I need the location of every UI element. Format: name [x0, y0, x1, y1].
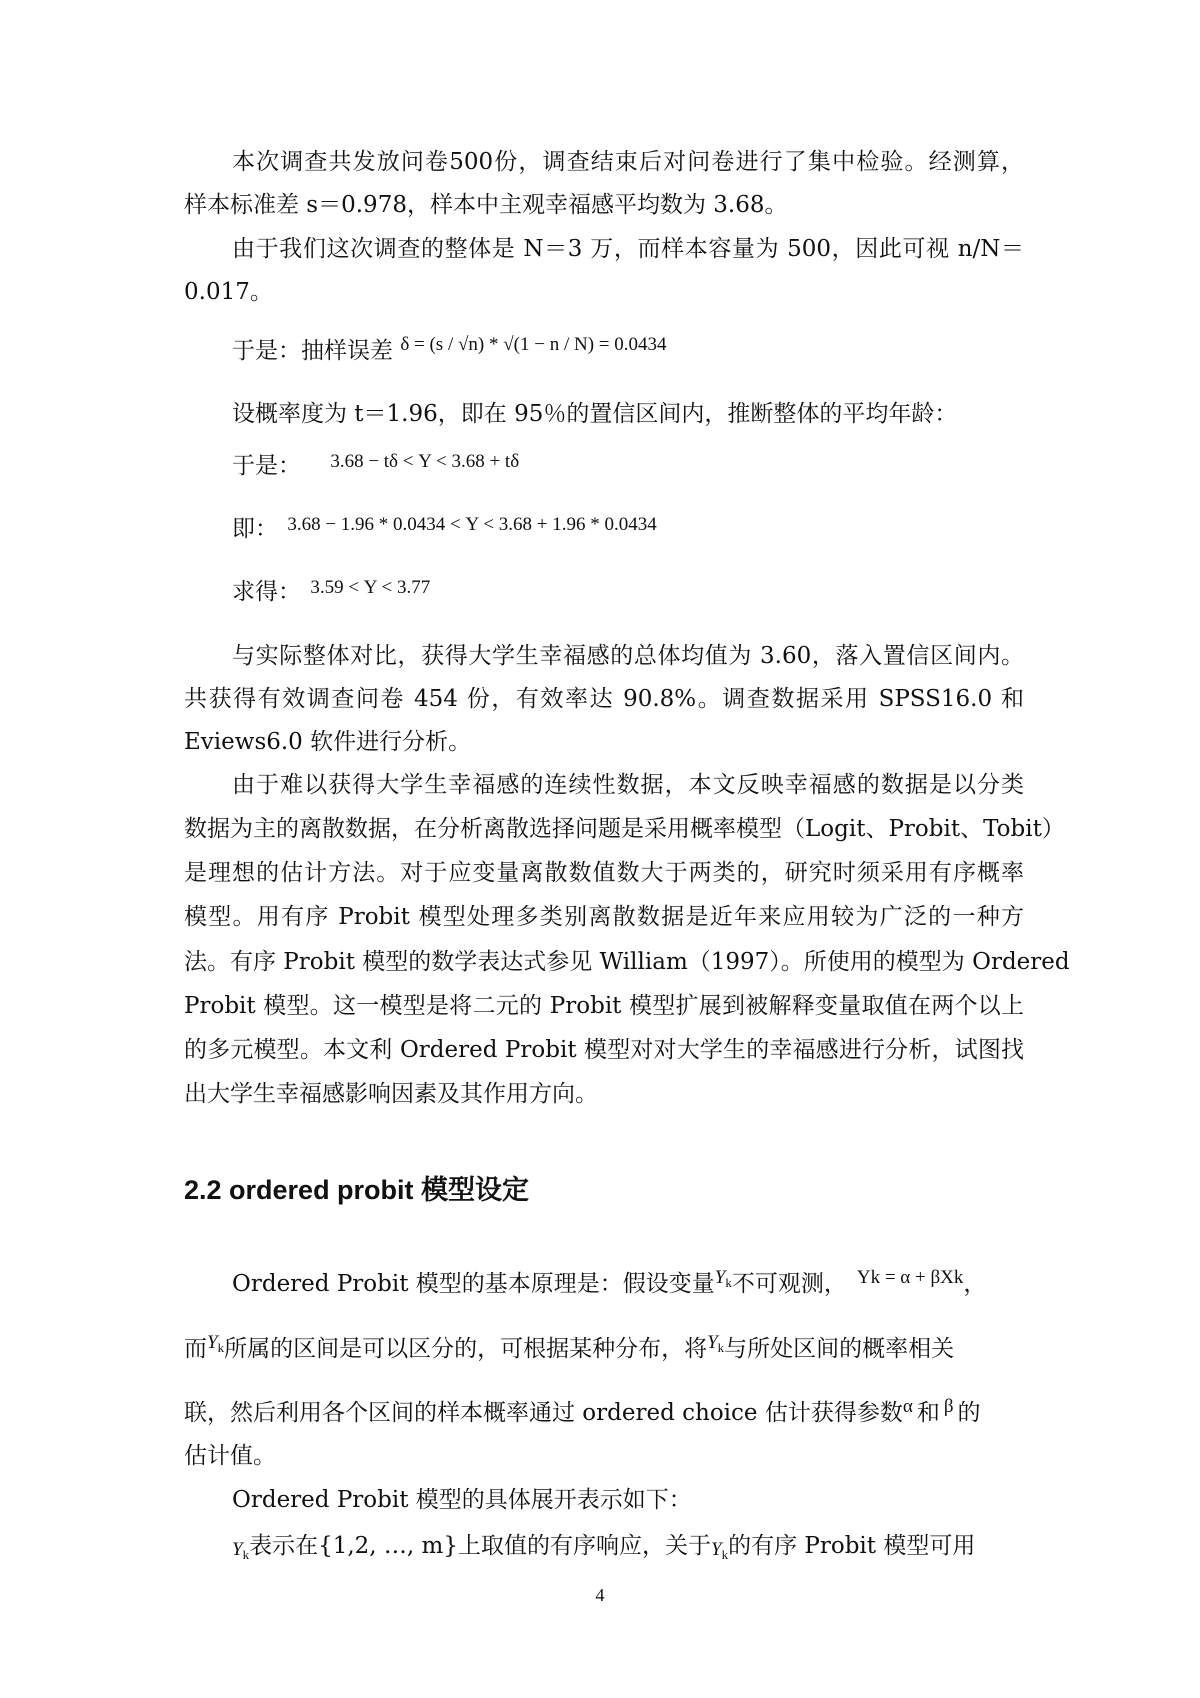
interval-formula: 3.59 < Y < 3.77 [310, 577, 431, 598]
model-principle-line [184, 1333, 1024, 1372]
paragraph-line: 数据为主的离散数据，在分析离散选择问题是采用概率模型（Logit、Probit、Tobit） [184, 816, 1065, 842]
paragraph-line: 模型。用有序 Probit 模型处理多类别离散数据是近年来应用较为广泛的一种方 [184, 904, 1024, 930]
section-heading: 2.2 ordered probit 模型设定 [184, 1175, 530, 1205]
symbol-beta: β [943, 1396, 954, 1417]
paragraph-line: 与实际整体对比，获得大学生幸福感的总体均值为 3.60，落入置信区间内。 [232, 643, 1024, 669]
interval-line [232, 576, 1024, 610]
line-text: Ordered Probit 模型的基本原理是：假设变量 [232, 1271, 715, 1297]
paragraph-line: 法。有序 Probit 模型的数学表达式参见 William（1997）。所使用的模型为 Ordered [184, 949, 1070, 975]
paragraph-line: 估计值。 [184, 1443, 276, 1469]
line-text: 表示在{1,2, …, m}上取值的有序响应，关于 [249, 1533, 711, 1559]
paragraph-line: 本次调查共发放问卷500份，调查结束后对问卷进行了集中检验。经测算， [232, 149, 1024, 175]
line-text: 而 [184, 1336, 207, 1362]
symbol-yk [207, 1332, 224, 1353]
symbol-subscript: k [242, 1547, 250, 1562]
line-prefix: 于是：抽样误差 [232, 338, 393, 364]
symbol-y: Y [207, 1332, 218, 1353]
interval-line [232, 450, 1024, 484]
line-text: 的 [957, 1400, 981, 1426]
symbol-subscript: k [717, 1340, 725, 1355]
latent-model-formula: Yk = α + βXk [856, 1267, 964, 1288]
symbol-y: Y [710, 1539, 722, 1560]
line-text: 所属的区间是可以区分的，可根据某种分布，将 [224, 1336, 708, 1362]
paragraph-line: 由于我们这次调查的整体是 N＝3 万，而样本容量为 500，因此可视 n/N＝ [232, 236, 1024, 262]
symbol-subscript: k [721, 1547, 729, 1562]
symbol-yk [232, 1539, 249, 1560]
paragraph-line: Probit 模型。这一模型是将二元的 Probit 模型扩展到被解释变量取值在两个以上 [184, 993, 1024, 1019]
paragraph-line: Eviews6.0 软件进行分析。 [184, 729, 472, 755]
line-text: 的有序 Probit 模型可用 [728, 1533, 976, 1559]
ordered-response-line [232, 1530, 1024, 1569]
symbol-y: Y [707, 1332, 718, 1353]
line-prefix: 于是： [232, 453, 301, 479]
interval-formula: 3.68 − tδ < Y < 3.68 + tδ [330, 451, 520, 472]
line-text: ， [963, 1271, 987, 1297]
paragraph-line: 样本标准差 s＝0.978，样本中主观幸福感平均数为 3.68。 [184, 192, 788, 218]
paragraph-line: 设概率度为 t＝1.96，即在 95％的置信区间内，推断整体的平均年龄： [232, 401, 958, 427]
interval-line [232, 513, 1024, 547]
page-number: 4 [595, 1585, 605, 1605]
line-text: 和 [916, 1400, 940, 1426]
line-prefix: 求得： [232, 579, 301, 605]
symbol-alpha: α [902, 1396, 913, 1417]
symbol-subscript: k [217, 1340, 225, 1355]
paragraph-line: 的多元模型。本文利 Ordered Probit 模型对对大学生的幸福感进行分析，试图找 [184, 1037, 1024, 1063]
paragraph-line: 共获得有效调查问卷 454 份，有效率达 90.8%。调查数据采用 SPSS16.0 和 [184, 686, 1024, 712]
line-text: 与所处区间的概率相关 [724, 1336, 955, 1362]
line-text: 联，然后利用各个区间的样本概率通过 ordered choice 估计获得参数 [184, 1400, 903, 1426]
sampling-error-line [232, 335, 1024, 369]
paragraph-line: Ordered Probit 模型的具体展开表示如下： [232, 1487, 692, 1513]
paragraph-line: 出大学生幸福感影响因素及其作用方向。 [184, 1081, 598, 1107]
symbol-y: Y [714, 1267, 726, 1288]
symbol-yk [715, 1267, 732, 1288]
symbol-subscript: k [725, 1275, 732, 1290]
line-text: 不可观测， [731, 1271, 847, 1297]
model-principle-line [184, 1397, 1024, 1431]
sampling-error-formula: δ = (s / √n) * √(1 − n / N) = 0.0434 [400, 334, 667, 355]
symbol-yk [707, 1332, 724, 1353]
paragraph-line: 由于难以获得大学生幸福感的连续性数据，本文反映幸福感的数据是以分类 [232, 772, 1024, 798]
paragraph-line: 是理想的估计方法。对于应变量离散数值数大于两类的，研究时须采用有序概率 [184, 860, 1024, 886]
paragraph-line: 0.017。 [184, 279, 273, 305]
interval-formula: 3.68 − 1.96 * 0.0434 < Y < 3.68 + 1.96 * 0.0434 [287, 514, 657, 535]
line-prefix: 即： [232, 516, 278, 542]
model-principle-line [232, 1268, 1024, 1307]
symbol-y: Y [232, 1539, 243, 1560]
symbol-yk [711, 1539, 728, 1560]
